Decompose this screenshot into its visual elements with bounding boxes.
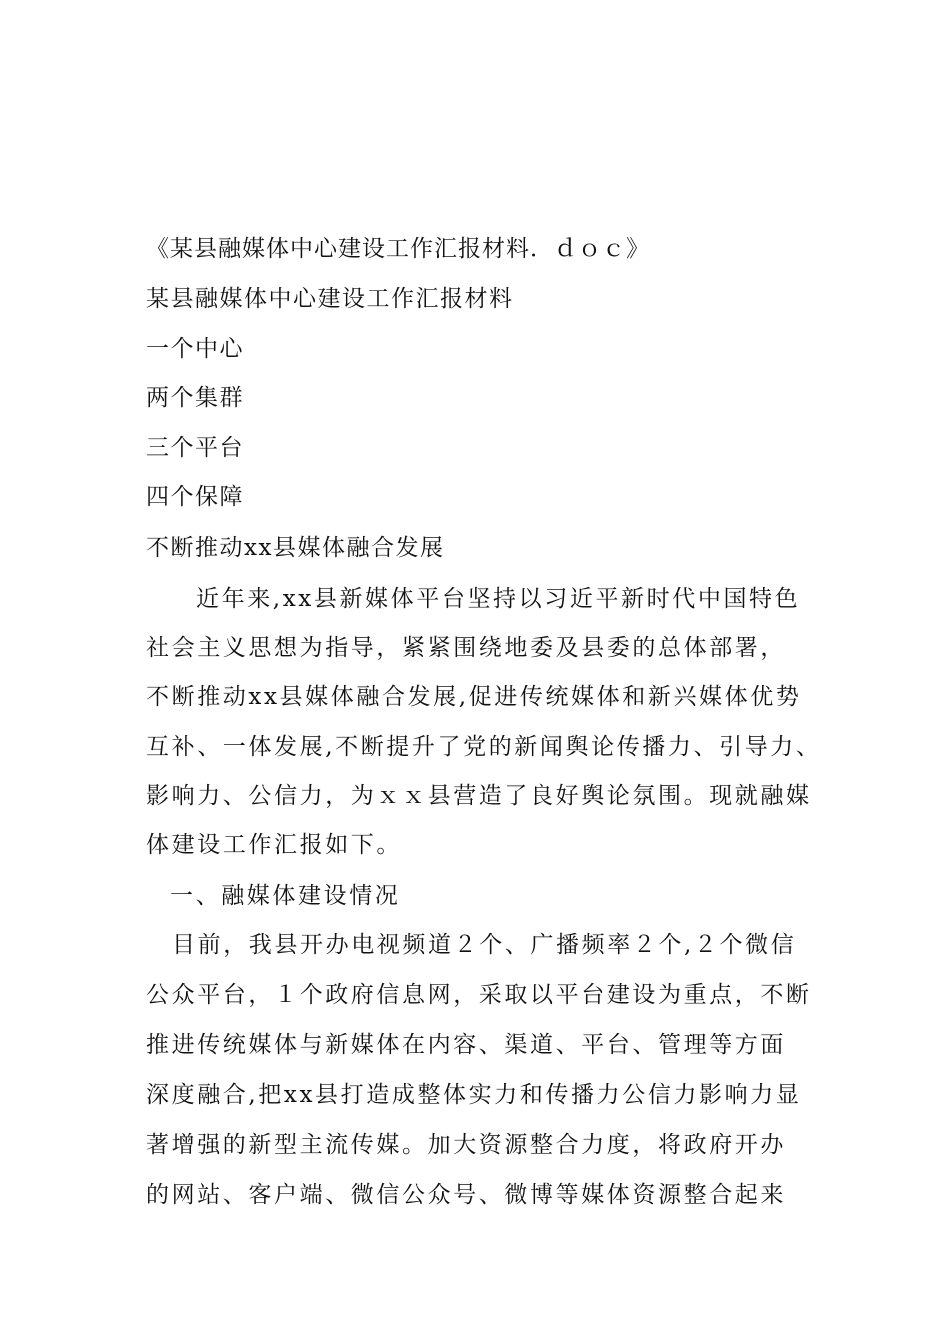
paragraph2-line: 的网站、客户端、微信公众号、微博等媒体资源整合起来 <box>146 1182 786 1208</box>
section1-heading: 一、融媒体建设情况 <box>170 883 401 909</box>
paragraph1-line: 近年来,xx县新媒体平台坚持以习近平新时代中国特色 <box>196 586 801 612</box>
heading-three-platforms: 三个平台 <box>146 435 244 461</box>
paragraph1-line: 影响力、公信力，为ｘｘ县营造了良好舆论氛围。现就融媒 <box>146 783 812 809</box>
paragraph2-line: 著增强的新型主流传媒。加大资源整合力度，将政府开办 <box>146 1132 786 1158</box>
heading-two-clusters: 两个集群 <box>146 385 244 411</box>
heading-one-center: 一个中心 <box>146 336 244 362</box>
paragraph2-line: 目前，我县开办电视频道２个、广播频率２个,２个微信 <box>172 932 797 958</box>
paragraph2-line: 推进传统媒体与新媒体在内容、渠道、平台、管理等方面 <box>146 1032 786 1058</box>
paragraph1-line: 不断推动xx县媒体融合发展,促进传统媒体和新兴媒体优势 <box>146 684 802 710</box>
paragraph2-line: 公众平台，１个政府信息网，采取以平台建设为重点，不断 <box>146 982 812 1008</box>
document-title: 某县融媒体中心建设工作汇报材料 <box>146 286 514 312</box>
heading-four-guarantees: 四个保障 <box>146 484 244 510</box>
file-title: 《某县融媒体中心建设工作汇报材料．ｄｏｃ》 <box>146 236 650 262</box>
paragraph1-line: 互补、一体发展,不断提升了党的新闻舆论传播力、引导力、 <box>146 734 822 760</box>
heading-media-fusion: 不断推动xx县媒体融合发展 <box>146 535 445 561</box>
paragraph1-line: 社会主义思想为指导，紧紧围绕地委及县委的总体部署， <box>146 635 786 661</box>
paragraph2-line: 深度融合,把xx县打造成整体实力和传播力公信力影响力显 <box>146 1082 802 1108</box>
paragraph1-line: 体建设工作汇报如下。 <box>146 832 402 858</box>
